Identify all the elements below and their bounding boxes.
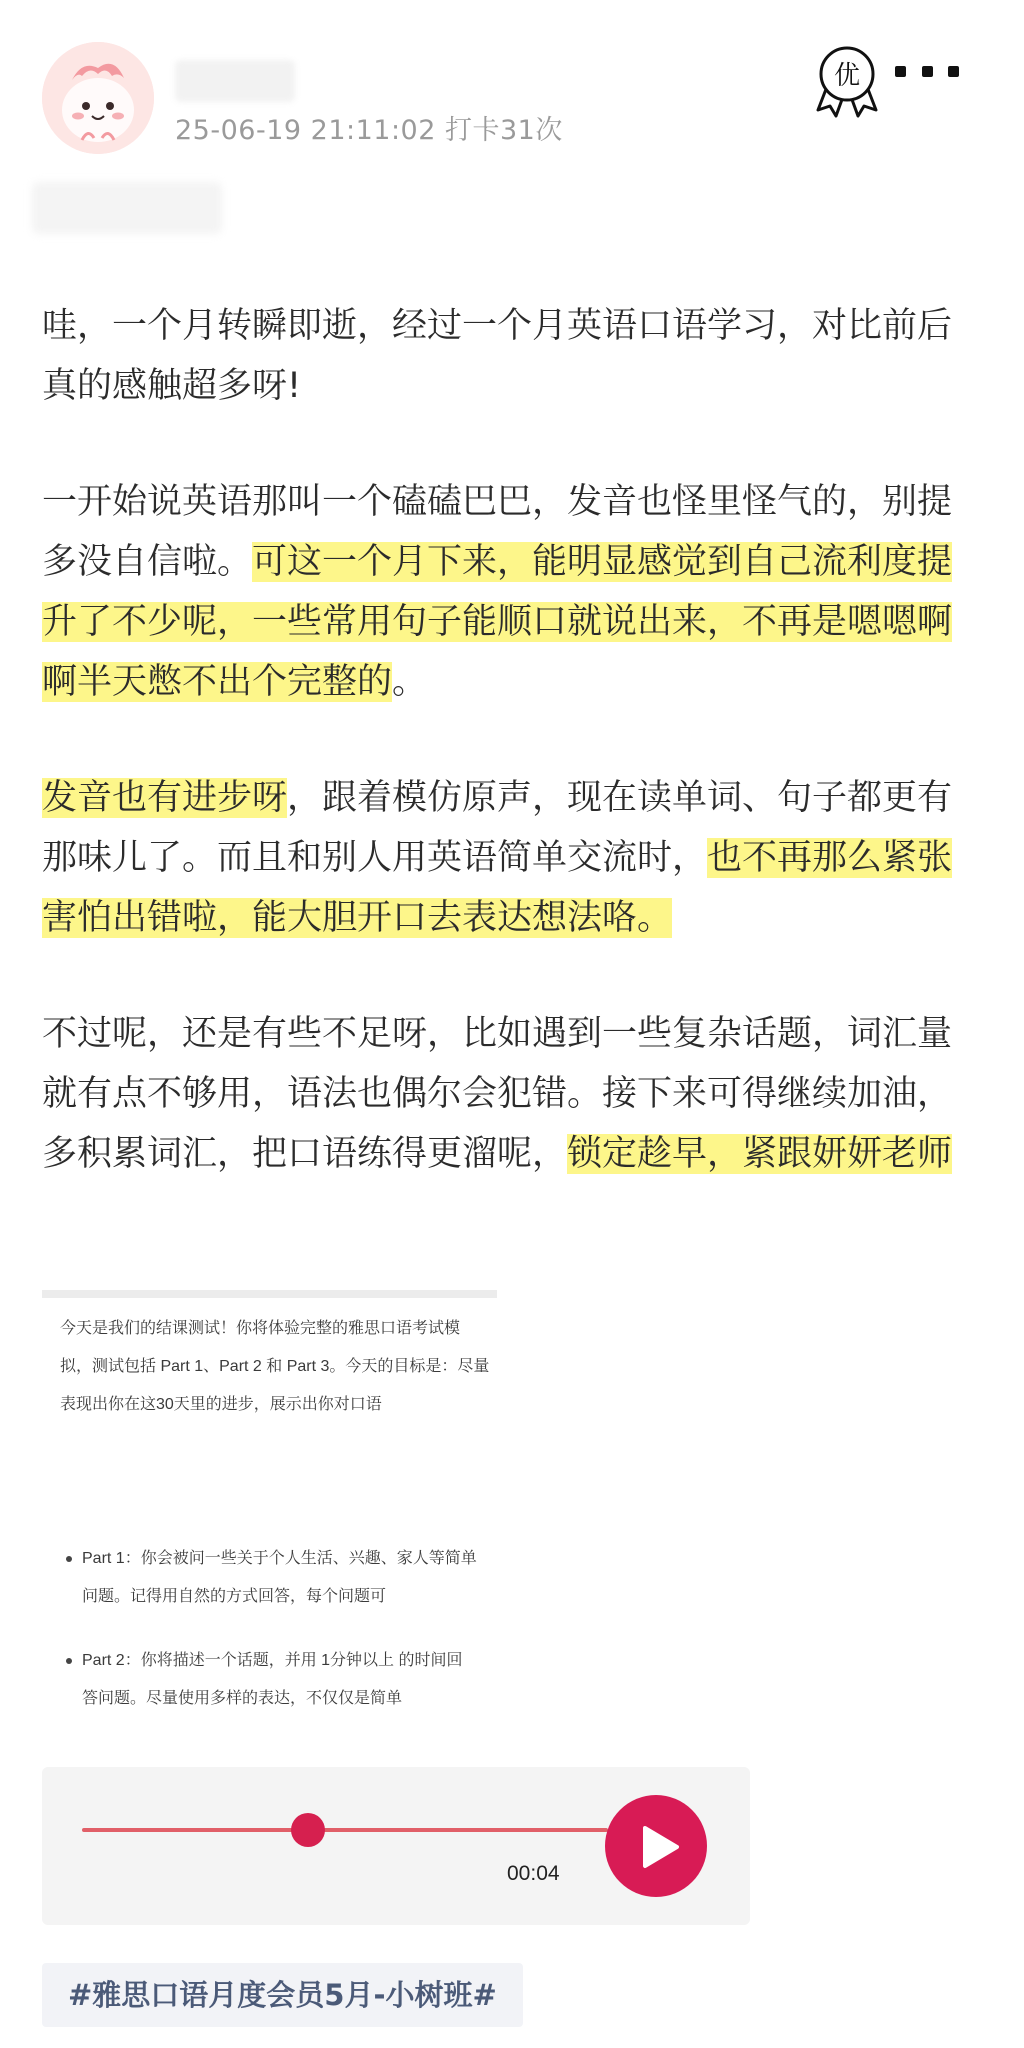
avatar[interactable] [42,42,154,154]
paragraph-text: 哇，一个月转瞬即逝，经过一个月英语口语学习，对比前后真的感触超多呀! [42,306,953,406]
paragraph-text: 一开始说英语那叫一个磕磕巴巴，发音也怪里怪气的，别提多没自信啦。 [42,482,953,582]
highlighted-text: 锁定趁早，紧跟妍妍老师 [567,1134,953,1174]
more-options-icon[interactable] [895,56,959,86]
screenshot-intro: 今天是我们的结课测试！你将体验完整的雅思口语考试模拟，测试包括 Part 1、Part 2 和 Part 3。今天的目标是：尽量表现出你在这30天里的进步，展示出你对口语 [60,1320,490,1413]
post-timestamp: 25-06-19 21:11:02 [175,115,436,146]
post-meta [175,108,563,147]
post-content [42,296,982,1240]
username-redacted [175,60,295,102]
screenshot-part1-text: Part 1：你会被问一些关于个人生活、兴趣、家人等简单问题。记得用自然的方式回答，每个问题可 [82,1550,477,1605]
screenshot-topbar [42,1290,497,1298]
paragraph [42,768,982,948]
paragraph-text: ，跟着模仿原声，现在读单词、句子都更有那味儿了。而且和别人用英语简单交流时， [42,778,953,878]
checkin-count: 打卡31次 [445,115,563,146]
highlighted-text: 发音也有进步呀 [42,778,288,818]
play-icon [641,1825,681,1869]
audio-progress-knob[interactable] [291,1813,325,1847]
audio-time: 00:04 [507,1862,560,1885]
audio-progress-track[interactable] [82,1828,608,1832]
badge-label: 优 [833,61,861,91]
highlighted-text: 也不再那么紧张害怕出错啦，能大胆开口去表达想法咯。 [42,838,953,938]
highlighted-text: 可这一个月下来，能明显感觉到自己流利度提升了不少呢，一些常用句子能顺口就说出来，不再是嗯嗯啊啊半天憋不出个完整的 [42,542,953,702]
paragraph-text: 。 [392,662,428,702]
screenshot-part2-text: Part 2：你将描述一个话题，并用 1分钟以上 的时间回答问题。尽量使用多样的表达，不仅仅是简单 [82,1652,463,1707]
avatar-illustration [42,42,154,154]
paragraph [42,1004,982,1184]
screenshot-part1 [82,1540,477,1616]
redacted-tag [32,182,222,234]
attached-screenshot[interactable] [42,1290,497,1755]
topic-hashtag[interactable]: #雅思口语月度会员5月-小树班# [42,1963,523,2027]
play-button[interactable] [605,1795,707,1897]
excellent-badge-icon [812,44,882,118]
paragraph [42,472,982,712]
screenshot-part2 [82,1642,477,1718]
audio-player [42,1767,750,1925]
paragraph-text: 不过呢，还是有些不足呀，比如遇到一些复杂话题，词汇量就有点不够用，语法也偶尔会犯错。接下来可得继续加油，多积累词汇，把口语练得更溜呢， [42,1014,953,1174]
paragraph [42,296,982,416]
